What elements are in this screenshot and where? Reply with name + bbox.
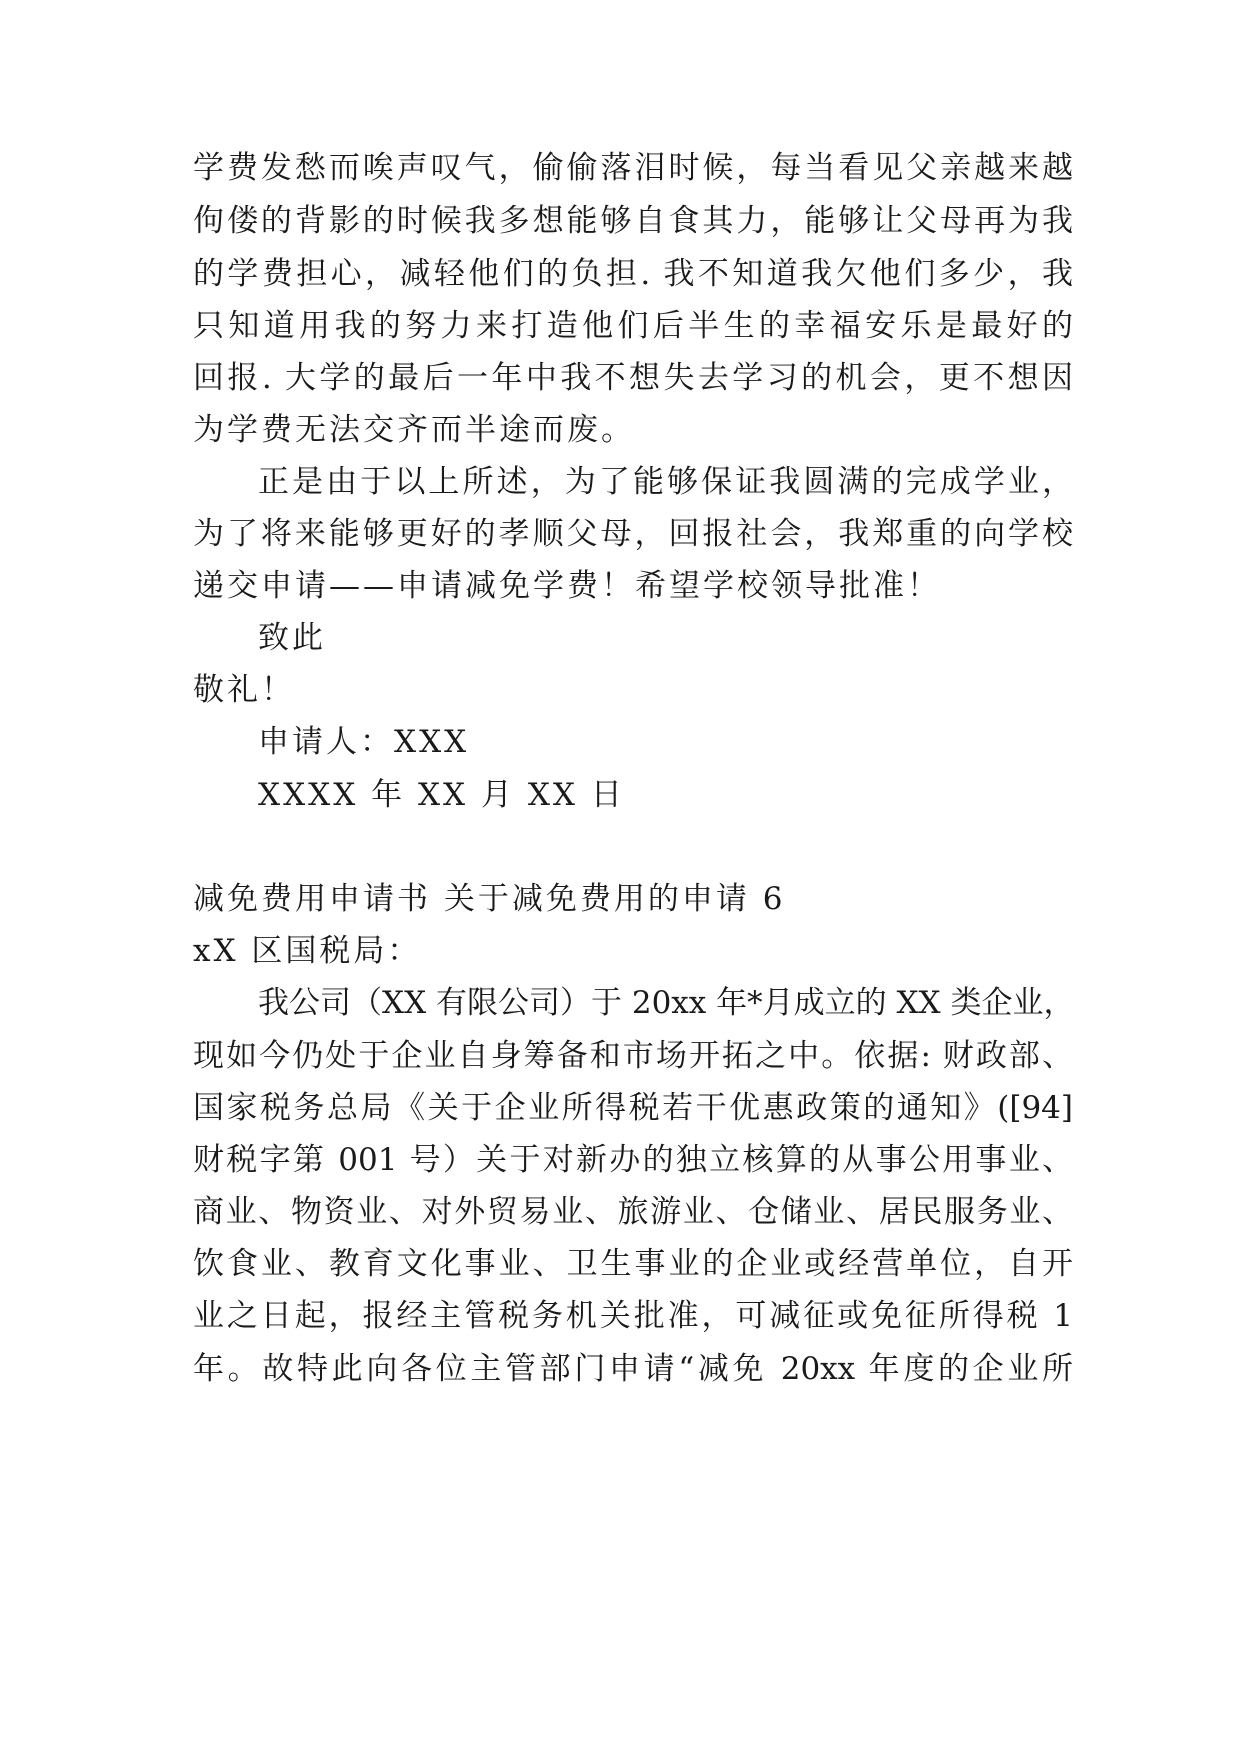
- body-line: 现如今仍处于企业自身筹备和市场开拓之中。依据: 财政部、: [193, 1038, 1073, 1074]
- body-line: 佝偻的背影的时候我多想能够自食其力，能够让父母再为我: [193, 203, 1073, 239]
- body-line: 只知道用我的努力来打造他们后半生的幸福安乐是最好的: [193, 308, 1073, 344]
- body-line: 年。故特此向各位主管部门申请“减免 20xx 年度的企业所: [193, 1351, 1073, 1387]
- paragraph-first-line: 正是由于以上所述，为了能够保证我圆满的完成学业，: [258, 464, 1073, 500]
- body-line: 的学费担心，减轻他们的负担. 我不知道我欠他们多少，我: [193, 256, 1073, 292]
- section-title: 减免费用申请书 关于减免费用的申请 6: [193, 881, 786, 917]
- body-line: 财税字第 001 号）关于对新办的独立核算的从事公用事业、: [193, 1142, 1073, 1178]
- addressee: xX 区国税局：: [193, 933, 422, 969]
- body-line: 商业、物资业、对外贸易业、旅游业、仓储业、居民服务业、: [193, 1194, 1073, 1230]
- body-line: 为了将来能够更好的孝顺父母，回报社会，我郑重的向学校: [193, 516, 1073, 552]
- application-date: XXXX 年 XX 月 XX 日: [258, 777, 625, 813]
- body-line: 国家税务总局《关于企业所得税若干优惠政策的通知》([94]: [193, 1090, 1073, 1126]
- body-line: 回报. 大学的最后一年中我不想失去学习的机会，更不想因: [193, 360, 1073, 396]
- body-line: 递交申请——申请减免学费！希望学校领导批准！: [193, 568, 941, 604]
- applicant-name: 申请人：XXX: [258, 724, 470, 760]
- body-line: 为学费无法交齐而半途而废。: [193, 412, 635, 448]
- body-line: 饮食业、教育文化事业、卫生事业的企业或经营单位，自开: [193, 1246, 1073, 1282]
- salutation: 敬礼！: [193, 672, 295, 708]
- paragraph-first-line: 我公司（XX 有限公司）于 20xx 年*月成立的 XX 类企业，: [258, 985, 1075, 1021]
- body-line: 学费发愁而唉声叹气，偷偷落泪时候，每当看见父亲越来越: [193, 150, 1073, 186]
- closing-line: 致此: [258, 620, 326, 656]
- body-line: 业之日起，报经主管税务机关批准，可减征或免征所得税 1: [193, 1298, 1073, 1334]
